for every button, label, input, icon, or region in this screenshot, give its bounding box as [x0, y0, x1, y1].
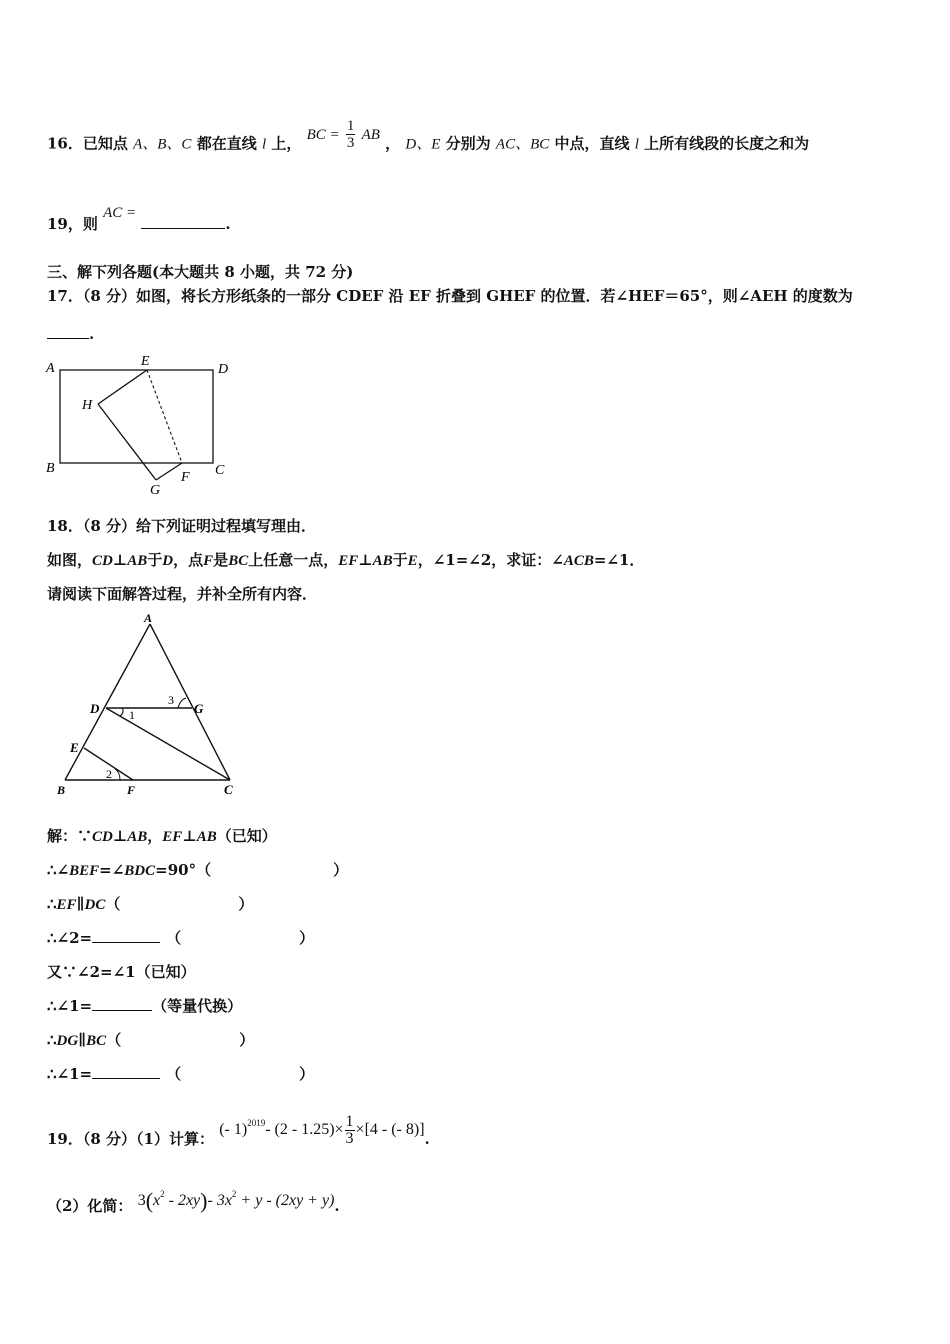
q18-s8-a: ∴∠1= — [47, 1065, 93, 1083]
q18-read: 请阅读下面解答过程，并补全所有内容． — [47, 585, 318, 603]
section3-title: 三、解下列各题(本大题共 8 小题，共 72 分) — [47, 263, 354, 281]
q16-text-a: 16．已知点 — [47, 134, 128, 153]
q18-s6-b: （等量代换） — [152, 997, 243, 1015]
q18-label-B: B — [57, 783, 66, 797]
q16-comma: ， — [385, 134, 401, 153]
q18-perp-1: ⊥ — [112, 551, 128, 569]
q19-e1-c: ×[4 - (- 8)] — [355, 1121, 425, 1139]
q18-bc: BC — [228, 553, 249, 569]
q16-text-b: 都在直线 — [196, 134, 257, 153]
q18-label-A: A — [144, 612, 153, 625]
q18-label-C: C — [224, 782, 233, 797]
q16-ac: AC = — [103, 205, 137, 221]
q16-answer-blank — [141, 214, 225, 229]
q17-rect — [60, 370, 213, 463]
q18-given-e: 是 — [213, 551, 229, 569]
q18-f: F — [203, 553, 214, 569]
q18-ef: EF — [338, 553, 359, 569]
q18-s3-ef: EF — [56, 897, 77, 913]
q18-angle-3: 3 — [168, 693, 174, 707]
q18-s4-close: ） — [299, 929, 315, 947]
q18-sol-4 — [47, 928, 314, 948]
q18-s7-open: （ — [106, 1031, 122, 1049]
q18-s3-close: ） — [238, 895, 254, 913]
q18-s7-parallel: ∥ — [78, 1031, 87, 1049]
q18-sol-start: 解：∵ — [47, 827, 93, 845]
q16-text-c: 上， — [271, 134, 302, 153]
q18-s8-open: （ — [166, 1065, 182, 1083]
q18-sol-ef: EF — [162, 829, 183, 845]
q18-acb: ACB — [563, 553, 594, 569]
q18-s3-dc: DC — [84, 897, 106, 913]
q16-text-e: 中点，直线 — [554, 134, 630, 153]
q18-figure — [40, 612, 250, 802]
q16-text-f: 上所有线段的长度之和为 — [644, 134, 810, 153]
q19-e2-lparen: ( — [145, 1188, 154, 1213]
q16-fraction — [346, 118, 356, 151]
q18-s2-a: ∴∠ — [47, 861, 70, 879]
q18-sol-7 — [47, 1030, 254, 1051]
q18-perp-2: ⊥ — [358, 551, 373, 569]
q18-s4-open: （ — [166, 929, 182, 947]
q18-label-G: G — [194, 701, 204, 716]
q16-line2 — [47, 205, 231, 235]
q18-label-E: E — [70, 740, 79, 755]
q16-bc: BC = — [306, 126, 340, 143]
q16-points: A、B、C — [133, 136, 192, 153]
q18-sol-perp-1: ⊥ — [112, 827, 128, 845]
q18-s7-close: ） — [239, 1031, 255, 1049]
q18-e: E — [407, 553, 418, 569]
q17-fold-eh — [98, 370, 147, 404]
q18-sol-ab: AB — [127, 829, 148, 845]
q19-e1-frac — [345, 1114, 355, 1147]
q18-given-b: 于 — [147, 551, 163, 569]
q16-period: . — [225, 215, 231, 233]
q18-given-i: ，∠1=∠2，求证：∠ — [417, 551, 564, 569]
q16-line-l: l — [261, 136, 267, 153]
q18-s2-bef: BEF — [69, 863, 100, 879]
q18-cd: CD — [92, 553, 113, 569]
q16-frac-den: 3 — [346, 135, 355, 151]
q17-label-F: F — [181, 470, 190, 485]
q18-sol-6 — [47, 996, 242, 1016]
q19-e1-b: - (2 - 1.25)× — [265, 1121, 344, 1139]
q16-line2-text: 19，则 — [47, 215, 98, 233]
q18-side-ab — [65, 624, 150, 780]
q18-sol-2 — [47, 860, 348, 881]
q19-expr1 — [219, 1113, 425, 1147]
q18-sol-perp-2: ⊥ — [182, 827, 197, 845]
q16-de: D、E — [405, 136, 441, 153]
q17-label-H: H — [82, 398, 93, 413]
q19-e1-den: 3 — [345, 1130, 354, 1147]
q17-label-C: C — [215, 463, 225, 478]
q17-crease-ef — [147, 370, 182, 463]
q18-given-c: ，点 — [173, 551, 204, 569]
q18-arc-1 — [120, 708, 123, 716]
q19-e2-b: - 2xy — [164, 1192, 201, 1209]
q19-expr2 — [137, 1188, 335, 1213]
q18-ab-2: AB — [372, 553, 393, 569]
q17-text — [47, 286, 853, 306]
q18-given-g: 上任意一点， — [248, 551, 339, 569]
q19-period-1: . — [424, 1130, 430, 1149]
q18-s3-open: （ — [105, 895, 121, 913]
q17-fold-hg — [98, 404, 156, 480]
q17-figure — [40, 350, 240, 500]
q19-e2-rparen: ) — [200, 1188, 208, 1213]
q19-period-2: . — [334, 1197, 340, 1215]
q19-e2-d: + y - (2xy + y) — [236, 1192, 335, 1209]
q18-s2-close: ） — [333, 861, 349, 879]
q18-s7-a: ∴ — [47, 1031, 57, 1049]
q18-s8-blank — [92, 1064, 160, 1079]
q18-s6-blank — [92, 996, 152, 1011]
q18-label-D: D — [90, 701, 100, 716]
q19-e2-sq1: 2 — [160, 1189, 165, 1199]
q16-frac-num: 1 — [346, 118, 355, 134]
q18-ab: AB — [127, 553, 148, 569]
q18-s7-dg: DG — [56, 1033, 79, 1049]
q17-label-B: B — [46, 461, 55, 476]
q18-d: D — [162, 553, 174, 569]
q18-s8-close: ） — [299, 1065, 315, 1083]
q18-given-j: =∠1． — [593, 551, 645, 569]
q18-s6-a: ∴∠1= — [47, 997, 93, 1015]
q19-e2-c: - 3x — [207, 1192, 232, 1209]
q18-sol-3 — [47, 894, 253, 915]
q18-sol-5: 又∵∠2=∠1（已知） — [47, 963, 196, 981]
q18-given-a: 如图， — [47, 551, 93, 569]
q19-e1-exp: 2019 — [247, 1118, 266, 1129]
q17-fold-gf — [156, 463, 182, 480]
q16-ab: AB — [361, 126, 380, 143]
q19-e2-sq2: 2 — [231, 1189, 237, 1199]
q16-text-d: 分别为 — [445, 134, 491, 153]
q19-label1: 19．（8 分）（1）计算： — [47, 1130, 214, 1149]
q18-s3-parallel: ∥ — [76, 895, 85, 913]
q18-s2-c: =90°（ — [155, 861, 212, 879]
q18-sol-8 — [47, 1064, 314, 1084]
q19-part1 — [47, 1113, 430, 1157]
q18-angle-2: 2 — [106, 767, 112, 781]
q18-given — [47, 550, 644, 571]
q16-acbc: AC、BC — [495, 136, 550, 153]
q18-arc-3 — [178, 698, 186, 708]
q16-line1 — [47, 118, 810, 161]
q17-label-E: E — [141, 354, 150, 369]
q17-answer-line — [47, 324, 94, 344]
q19-e2-x: x — [153, 1192, 161, 1209]
q18-sol-cd: CD — [92, 829, 113, 845]
q18-s4-blank — [92, 928, 160, 943]
q17-answer-blank — [47, 324, 89, 339]
q17-period: . — [89, 325, 95, 343]
q19-label2: （2）化简： — [47, 1197, 133, 1215]
q16-line-l2: l — [634, 136, 639, 153]
q18-s3-a: ∴ — [47, 895, 57, 913]
q18-s2-b: =∠ — [99, 861, 125, 879]
q18-angle-1: 1 — [129, 708, 135, 722]
q19-e2-3: 3 — [137, 1192, 146, 1209]
q18-sol-known: （已知） — [216, 827, 277, 845]
q17-label-D: D — [218, 362, 229, 377]
q18-sol-ab2: AB — [196, 829, 217, 845]
q18-sol-1 — [47, 826, 277, 847]
q19-e1-a: (- 1) — [219, 1121, 248, 1139]
q18-given-h: 于 — [392, 551, 408, 569]
q18-s4-a: ∴∠2= — [47, 929, 93, 947]
q17-label-A: A — [46, 361, 55, 376]
q18-label-F: F — [127, 783, 136, 797]
q18-sol-comma: ， — [147, 827, 163, 845]
q19-part2 — [47, 1188, 340, 1217]
q17-label-G: G — [150, 483, 161, 498]
q19-e1-num: 1 — [345, 1113, 354, 1130]
q17-statement: 17．（8 分）如图，将长方形纸条的一部分 CDEF 沿 EF 折叠到 GHEF 的位置．若∠HEF＝65°，则∠AEH 的度数为 — [47, 287, 853, 305]
q18-title: 18．（8 分）给下列证明过程填写理由． — [47, 517, 317, 535]
q18-s2-bdc: BDC — [124, 863, 156, 879]
q18-s7-bc: BC — [86, 1033, 107, 1049]
